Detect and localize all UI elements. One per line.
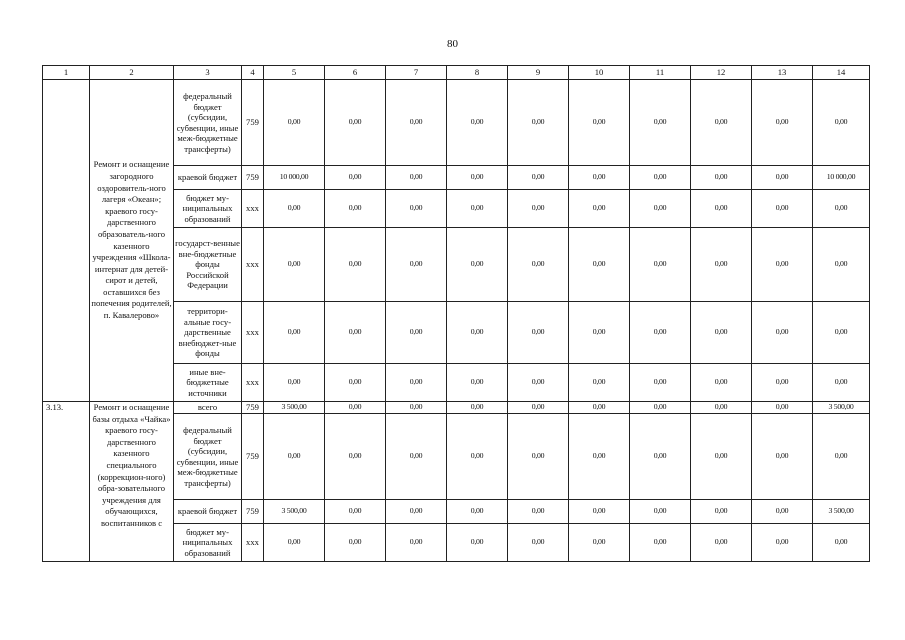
amount-cell: 0,00	[508, 190, 569, 228]
amount-cell: 0,00	[813, 364, 870, 402]
amount-cell: 0,00	[325, 402, 386, 414]
amount-cell: 0,00	[569, 364, 630, 402]
amount-cell: 0,00	[264, 524, 325, 562]
column-header: 2	[90, 66, 174, 80]
amount-cell: 0,00	[264, 302, 325, 364]
amount-cell: 0,00	[691, 500, 752, 524]
amount-cell: 0,00	[508, 228, 569, 302]
amount-cell: 0,00	[325, 524, 386, 562]
budget-code: xxx	[242, 364, 264, 402]
amount-cell: 0,00	[325, 80, 386, 166]
column-header: 14	[813, 66, 870, 80]
column-header: 9	[508, 66, 569, 80]
amount-cell: 0,00	[569, 402, 630, 414]
amount-cell: 0,00	[447, 80, 508, 166]
amount-cell: 0,00	[630, 524, 691, 562]
budget-code: 759	[242, 414, 264, 500]
amount-cell: 0,00	[386, 402, 447, 414]
amount-cell: 0,00	[630, 228, 691, 302]
amount-cell: 0,00	[447, 166, 508, 190]
amount-cell: 0,00	[386, 228, 447, 302]
budget-code: xxx	[242, 190, 264, 228]
funding-source: федеральный бюджет (субсидии, субвенции, иные меж-бюджетные трансферты)	[174, 80, 242, 166]
amount-cell: 0,00	[691, 524, 752, 562]
amount-cell: 0,00	[447, 190, 508, 228]
amount-cell: 0,00	[508, 166, 569, 190]
amount-cell: 0,00	[630, 166, 691, 190]
amount-cell: 0,00	[569, 166, 630, 190]
amount-cell: 0,00	[569, 190, 630, 228]
amount-cell: 0,00	[691, 228, 752, 302]
amount-cell: 0,00	[447, 500, 508, 524]
column-header: 3	[174, 66, 242, 80]
amount-cell: 0,00	[813, 190, 870, 228]
column-header: 6	[325, 66, 386, 80]
funding-source: территори-альные госу-дарственные внебюджет-ные фонды	[174, 302, 242, 364]
header-row	[43, 66, 870, 80]
amount-cell: 0,00	[630, 302, 691, 364]
amount-cell: 0,00	[508, 80, 569, 166]
amount-cell: 0,00	[752, 364, 813, 402]
amount-cell: 0,00	[386, 80, 447, 166]
budget-code: xxx	[242, 302, 264, 364]
amount-cell: 0,00	[325, 500, 386, 524]
amount-cell: 0,00	[813, 228, 870, 302]
amount-cell: 0,00	[508, 302, 569, 364]
funding-source: бюджет му-ниципальных образований	[174, 524, 242, 562]
funding-source: всего	[174, 402, 242, 414]
amount-cell: 0,00	[630, 402, 691, 414]
item-code	[43, 80, 90, 402]
amount-cell: 3 500,00	[264, 402, 325, 414]
amount-cell: 0,00	[630, 190, 691, 228]
amount-cell: 0,00	[325, 364, 386, 402]
column-header: 1	[43, 66, 90, 80]
amount-cell: 0,00	[752, 302, 813, 364]
budget-code: xxx	[242, 524, 264, 562]
page-number: 80	[447, 38, 458, 50]
amount-cell: 0,00	[325, 190, 386, 228]
amount-cell: 0,00	[630, 80, 691, 166]
funding-source: краевой бюджет	[174, 166, 242, 190]
amount-cell: 0,00	[691, 364, 752, 402]
amount-cell: 0,00	[386, 190, 447, 228]
table-row	[43, 80, 870, 166]
funding-source: федеральный бюджет (субсидии, субвенции, иные меж-бюджетные трансферты)	[174, 414, 242, 500]
amount-cell: 0,00	[508, 364, 569, 402]
amount-cell: 0,00	[569, 524, 630, 562]
budget-code: 759	[242, 500, 264, 524]
funding-source: государст-венные вне-бюджетные фонды Российской Федерации	[174, 228, 242, 302]
amount-cell: 10 000,00	[813, 166, 870, 190]
amount-cell: 0,00	[447, 302, 508, 364]
amount-cell: 0,00	[447, 414, 508, 500]
budget-code: xxx	[242, 228, 264, 302]
column-header: 5	[264, 66, 325, 80]
column-header: 10	[569, 66, 630, 80]
amount-cell: 0,00	[264, 80, 325, 166]
amount-cell: 0,00	[386, 166, 447, 190]
amount-cell: 3 500,00	[813, 500, 870, 524]
column-header: 11	[630, 66, 691, 80]
amount-cell: 0,00	[752, 414, 813, 500]
item-name: Ремонт и оснащение загородного оздоровитель-ного лагеря «Океан»; краевого госу-дарственного образователь-ного казенного учреждения «Школа-интернат для детей-сирот и детей, оставшихся без попечения родителей, п. Кавалерово»	[90, 80, 174, 402]
amount-cell: 0,00	[813, 524, 870, 562]
amount-cell: 0,00	[813, 302, 870, 364]
column-header: 8	[447, 66, 508, 80]
amount-cell: 0,00	[691, 190, 752, 228]
amount-cell: 0,00	[569, 228, 630, 302]
funding-source: иные вне-бюджетные источники	[174, 364, 242, 402]
column-header: 13	[752, 66, 813, 80]
amount-cell: 0,00	[447, 228, 508, 302]
amount-cell: 0,00	[691, 80, 752, 166]
amount-cell: 0,00	[752, 80, 813, 166]
amount-cell: 0,00	[508, 500, 569, 524]
amount-cell: 0,00	[691, 302, 752, 364]
amount-cell: 10 000,00	[264, 166, 325, 190]
budget-table	[42, 65, 870, 562]
amount-cell: 0,00	[264, 364, 325, 402]
amount-cell: 0,00	[386, 414, 447, 500]
amount-cell: 0,00	[447, 402, 508, 414]
amount-cell: 0,00	[752, 228, 813, 302]
amount-cell: 0,00	[508, 402, 569, 414]
amount-cell: 0,00	[752, 402, 813, 414]
funding-source: краевой бюджет	[174, 500, 242, 524]
amount-cell: 0,00	[752, 500, 813, 524]
amount-cell: 0,00	[569, 80, 630, 166]
amount-cell: 0,00	[264, 190, 325, 228]
amount-cell: 0,00	[386, 524, 447, 562]
amount-cell: 3 500,00	[813, 402, 870, 414]
amount-cell: 0,00	[386, 302, 447, 364]
table-row	[43, 402, 870, 414]
item-code: 3.13.	[43, 402, 90, 562]
amount-cell: 0,00	[447, 524, 508, 562]
amount-cell: 0,00	[813, 80, 870, 166]
amount-cell: 0,00	[752, 524, 813, 562]
amount-cell: 0,00	[325, 302, 386, 364]
amount-cell: 0,00	[386, 500, 447, 524]
amount-cell: 0,00	[752, 166, 813, 190]
amount-cell: 0,00	[569, 302, 630, 364]
amount-cell: 0,00	[691, 414, 752, 500]
amount-cell: 0,00	[569, 414, 630, 500]
amount-cell: 0,00	[386, 364, 447, 402]
amount-cell: 0,00	[325, 166, 386, 190]
column-header: 4	[242, 66, 264, 80]
amount-cell: 0,00	[569, 500, 630, 524]
item-name: Ремонт и оснащение базы отдыха «Чайка» краевого госу-дарственного казенного специального (коррекцион-ного) обра-зовательного учреждения для обучающихся, воспитанников с	[90, 402, 174, 562]
amount-cell: 0,00	[691, 402, 752, 414]
amount-cell: 0,00	[630, 414, 691, 500]
amount-cell: 3 500,00	[264, 500, 325, 524]
column-header: 7	[386, 66, 447, 80]
amount-cell: 0,00	[630, 364, 691, 402]
amount-cell: 0,00	[752, 190, 813, 228]
amount-cell: 0,00	[264, 228, 325, 302]
funding-source: бюджет му-ниципальных образований	[174, 190, 242, 228]
budget-code: 759	[242, 402, 264, 414]
amount-cell: 0,00	[264, 414, 325, 500]
budget-code: 759	[242, 80, 264, 166]
amount-cell: 0,00	[325, 228, 386, 302]
amount-cell: 0,00	[691, 166, 752, 190]
amount-cell: 0,00	[447, 364, 508, 402]
amount-cell: 0,00	[325, 414, 386, 500]
amount-cell: 0,00	[813, 414, 870, 500]
amount-cell: 0,00	[508, 414, 569, 500]
amount-cell: 0,00	[630, 500, 691, 524]
amount-cell: 0,00	[508, 524, 569, 562]
column-header: 12	[691, 66, 752, 80]
budget-code: 759	[242, 166, 264, 190]
